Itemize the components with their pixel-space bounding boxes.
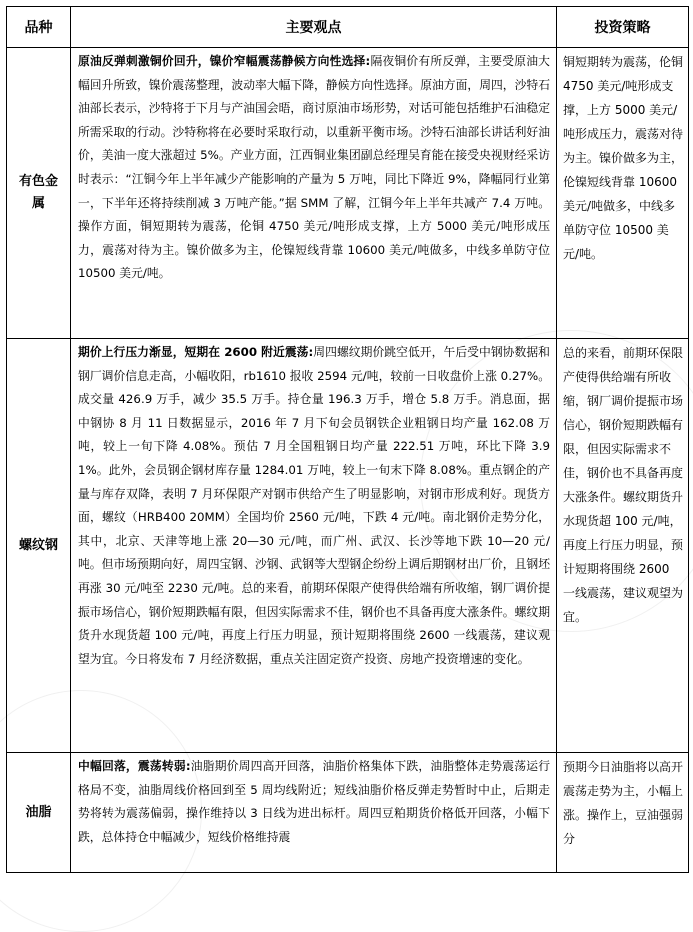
strategy-cell: 总的来看，前期环保限产使得供给端有所收缩，钢厂调价提振市场信心，钢价短期跌幅有限，但因实际需求不佳，钢价也不具备再度大涨条件。螺纹期货升水现货超 100 元/吨，再度上行压力明显，预计短期将围绕 2600 一线震荡，建议观望为宜。: [557, 339, 689, 753]
view-lead: 中幅回落，震荡转弱:: [78, 759, 191, 773]
view-cell: [71, 339, 557, 753]
view-lead: 原油反弹刺激铜价回升，镍价窄幅震荡静候方向性选择:: [78, 54, 371, 68]
category-cell: [7, 753, 71, 873]
view-body: 隔夜铜价有所反弹，主要受原油大幅回升所致，镍价震荡整理，波动率大幅下降，静候方向性选择。原油方面，周四，沙特石油部长表示，沙特将于下月与产油国会晤，商讨原油市场形势，对话可能包括维护石油稳定所需采取的行动。沙特称将在必要时采取行动，以重新平衡市场。沙特石油部长讲话利好油价，美油一度大涨超过 5%。产业方面，江西铜业集团副总经理吴育能在接受央视财经采访时表示：“江铜今年上半年减少产能影响的产量为 5 万吨，同比下降近 9%，降幅同行业第一，下半年还将持续削减 3 万吨产能。”据 SMM 了解，江铜今年上半年共减产 7.4 万吨。操作方面，铜短期转为震荡，伦铜 4750 美元/吨形成支撑，上方 5000 美元/吨形成压力，震荡对待为主。镍价做多为主，伦镍短线背靠 10600 美元/吨做多，中线多单防守位 10500 美元/吨。: [78, 54, 550, 281]
category-label: 油脂: [25, 804, 52, 820]
header-category: 品种: [7, 7, 71, 48]
view-lead: 期价上行压力渐显，短期在 2600 附近震荡:: [78, 345, 314, 359]
table-header-row: [7, 7, 689, 48]
view-body: 油脂期价周四高开回落，油脂价格集体下跌，油脂整体走势震荡运行格局不变，油脂周线价格回到至 5 周均线附近；短线油脂价格反弹走势暂时中止，后期走势将转为震荡偏弱，操作维持以 3 日线为进出标杆。周四豆粕期货价格低开回落，小幅下跌，总体持仓中幅减少，短线价格维持震: [78, 759, 550, 844]
strategy-cell: 铜短期转为震荡，伦铜 4750 美元/吨形成支撑，上方 5000 美元/吨形成压力，震荡对待为主。镍价做多为主，伦镍短线背靠 10600 美元/吨做多，中线多单防守位 10500 美元/吨。: [557, 48, 689, 339]
table-row-nonferrous: [7, 48, 689, 339]
report-table: [6, 6, 689, 873]
category-cell: [7, 48, 71, 339]
table-row-oils: [7, 753, 689, 873]
header-strategy: 投资策略: [557, 7, 689, 48]
category-cell: [7, 339, 71, 753]
view-body: 周四螺纹期价跳空低开，午后受中钢协数据和钢厂调价信息走高，小幅收阳，rb1610 报收 2594 元/吨，较前一日收盘价上涨 0.27%。成交量 426.9 万手，减少 35.5 万手。持仓量 196.3 万手，增仓 5.8 万手。消息面，据中钢协 8 月 11 日数据显示，2016 年 7 月下旬会员钢铁企业粗钢日均产量 162.08 万吨，较上一旬下降 4.08%。预估 7 月全国粗钢日均产量 222.51 万吨，环比下降 3.91%。此外，会员钢企钢材库存量 1284.01 万吨，较上一旬末下降 8.08%。重点钢企的产量与库存双降，表明 7 月环保限产对钢市供给产生了明显影响，对钢市形成利好。现货方面，螺纹（HRB400 20MM）全国均价 2560 元/吨，下跌 4 元/吨。南北钢价走势分化，其中，北京、天津等地上涨 20—30 元/吨，而广州、武汉、长沙等地下跌 10—20 元/吨。但市场预期向好，周四宝钢、沙钢、武钢等大型钢企纷纷上调后期钢材出厂价，且钢坯再涨 30 元/吨至 2230 元/吨。总的来看，前期环保限产使得供给端有所收缩，钢厂调价提振市场信心，钢价短期跌幅有限，但因实际需求不佳，钢价也不具备再度大涨条件。螺纹期货升水现货超 100 元/吨，再度上行压力明显，预计短期将围绕 2600 一线震荡，建议观望为宜。今日将发布 7 月经济数据，重点关注固定资产投资、房地产投资增速的变化。: [78, 345, 550, 666]
category-label: 有色金属: [18, 174, 58, 211]
table-row-rebar: [7, 339, 689, 753]
header-view: 主要观点: [71, 7, 557, 48]
view-cell: [71, 753, 557, 873]
strategy-cell: 预期今日油脂将以高开震荡走势为主，小幅上涨。操作上，豆油强弱分: [557, 753, 689, 873]
view-cell: [71, 48, 557, 339]
category-label: 螺纹钢: [18, 537, 58, 553]
